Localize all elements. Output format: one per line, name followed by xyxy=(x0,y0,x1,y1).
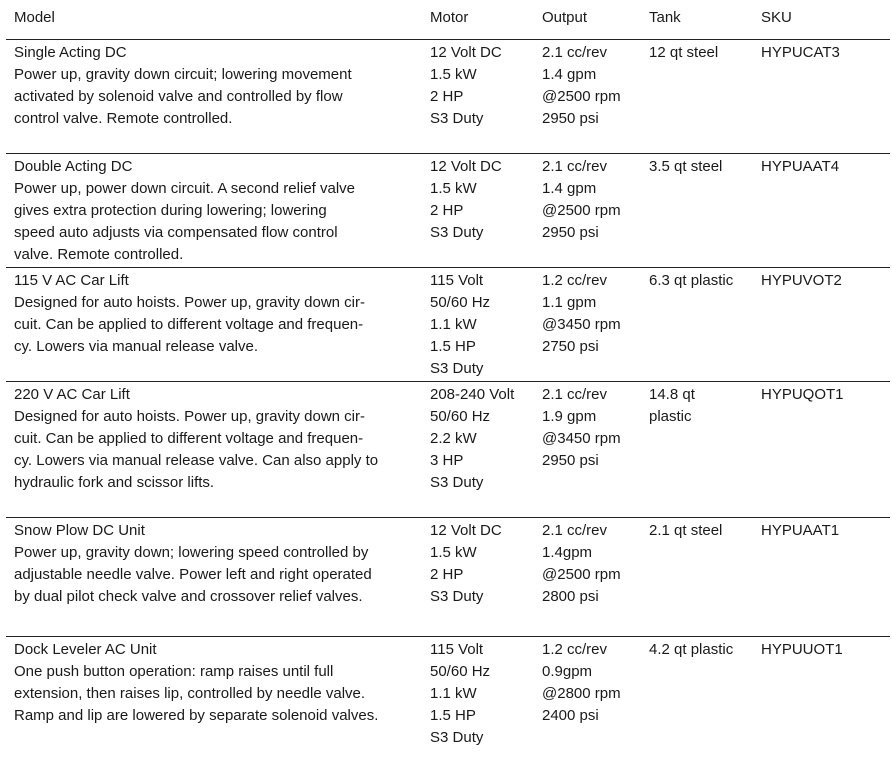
tank-spec: 4.2 qt plastic xyxy=(649,641,734,658)
output-spec: 2800 psi xyxy=(542,588,599,605)
output-spec: @2500 rpm xyxy=(542,88,621,105)
model-description-line: Ramp and lip are lowered by separate solenoid valves. xyxy=(14,707,379,724)
motor-spec: 2.2 kW xyxy=(430,430,477,447)
model-description-line: cuit. Can be applied to different voltage and frequen- xyxy=(14,430,364,447)
motor-spec: 50/60 Hz xyxy=(430,663,491,680)
model-cell xyxy=(14,639,424,727)
tank-spec: 3.5 qt steel xyxy=(649,158,723,175)
table-row xyxy=(6,268,890,382)
tank-spec: 12 qt steel xyxy=(649,44,719,61)
sku-cell: HYPUAAT4 xyxy=(761,158,840,175)
tank-cell xyxy=(649,156,761,178)
table-row xyxy=(6,382,890,518)
model-description-line: valve. Remote controlled. xyxy=(14,246,184,263)
header-output: Output xyxy=(542,9,588,26)
motor-spec: 1.5 HP xyxy=(430,707,476,724)
motor-spec: 1.5 kW xyxy=(430,66,477,83)
motor-spec: 1.1 kW xyxy=(430,685,477,702)
tank-cell xyxy=(649,639,761,661)
header-motor: Motor xyxy=(430,9,469,26)
output-spec: @2500 rpm xyxy=(542,566,621,583)
motor-spec: 208-240 Volt xyxy=(430,386,515,403)
sku-cell: HYPUQOT1 xyxy=(761,386,844,403)
motor-spec: S3 Duty xyxy=(430,474,484,491)
motor-cell xyxy=(430,639,542,749)
motor-spec: 50/60 Hz xyxy=(430,294,491,311)
tank-spec: 2.1 qt steel xyxy=(649,522,723,539)
motor-spec: S3 Duty xyxy=(430,110,484,127)
motor-cell xyxy=(430,42,542,130)
model-cell xyxy=(14,156,424,266)
model-description-line: speed auto adjusts via compensated flow control xyxy=(14,224,338,241)
output-spec: 2400 psi xyxy=(542,707,599,724)
motor-spec: 2 HP xyxy=(430,566,464,583)
tank-cell xyxy=(649,42,761,64)
motor-spec: 1.5 kW xyxy=(430,544,477,561)
table-header-row xyxy=(6,0,890,40)
output-cell xyxy=(542,639,648,727)
motor-spec: 1.5 HP xyxy=(430,338,476,355)
output-spec: 2950 psi xyxy=(542,110,599,127)
motor-cell xyxy=(430,520,542,608)
motor-spec: S3 Duty xyxy=(430,224,484,241)
model-description-line: by dual pilot check valve and crossover relief valves. xyxy=(14,588,363,605)
sku-cell: HYPUAAT1 xyxy=(761,522,840,539)
table-row xyxy=(6,518,890,637)
model-description-line: gives extra protection during lowering; lowering xyxy=(14,202,327,219)
model-name: Single Acting DC xyxy=(14,44,127,61)
motor-spec: 115 Volt xyxy=(430,272,484,289)
sku-cell: HYPUCAT3 xyxy=(761,44,840,61)
tank-spec: 6.3 qt plastic xyxy=(649,272,734,289)
model-description-line: adjustable needle valve. Power left and right operated xyxy=(14,566,372,583)
model-description-line: control valve. Remote controlled. xyxy=(14,110,233,127)
motor-cell xyxy=(430,156,542,244)
output-spec: @3450 rpm xyxy=(542,316,621,333)
output-spec: 1.4gpm xyxy=(542,544,593,561)
model-cell xyxy=(14,42,424,130)
motor-spec: 12 Volt DC xyxy=(430,522,502,539)
model-name: 115 V AC Car Lift xyxy=(14,272,129,289)
motor-spec: S3 Duty xyxy=(430,588,484,605)
model-description-line: Designed for auto hoists. Power up, gravity down cir- xyxy=(14,294,365,311)
output-cell xyxy=(542,42,648,130)
motor-spec: 12 Volt DC xyxy=(430,44,502,61)
model-name: Dock Leveler AC Unit xyxy=(14,641,157,658)
motor-spec: S3 Duty xyxy=(430,360,484,377)
motor-spec: 115 Volt xyxy=(430,641,484,658)
output-cell xyxy=(542,156,648,244)
header-tank: Tank xyxy=(649,9,681,26)
model-name: 220 V AC Car Lift xyxy=(14,386,130,403)
model-description-line: cy. Lowers via manual release valve. Can also apply to xyxy=(14,452,379,469)
output-spec: 2750 psi xyxy=(542,338,599,355)
motor-spec: 1.5 kW xyxy=(430,180,477,197)
sku-cell: HYPUUOT1 xyxy=(761,641,843,658)
output-spec: @2800 rpm xyxy=(542,685,621,702)
model-description-line: cy. Lowers via manual release valve. xyxy=(14,338,258,355)
model-description-line: Power up, gravity down circuit; lowering movement xyxy=(14,66,352,83)
motor-spec: 3 HP xyxy=(430,452,464,469)
output-spec: 1.9 gpm xyxy=(542,408,597,425)
output-spec: 1.4 gpm xyxy=(542,180,597,197)
model-cell xyxy=(14,384,424,494)
output-spec: 1.2 cc/rev xyxy=(542,641,608,658)
model-name: Double Acting DC xyxy=(14,158,133,175)
output-cell xyxy=(542,384,648,472)
motor-spec: 1.1 kW xyxy=(430,316,477,333)
output-cell xyxy=(542,270,648,358)
output-spec: 2.1 cc/rev xyxy=(542,522,608,539)
output-spec: @3450 rpm xyxy=(542,430,621,447)
output-spec: @2500 rpm xyxy=(542,202,621,219)
tank-spec: 14.8 qt xyxy=(649,386,695,403)
model-description-line: hydraulic fork and scissor lifts. xyxy=(14,474,215,491)
output-spec: 2950 psi xyxy=(542,224,599,241)
output-spec: 1.1 gpm xyxy=(542,294,597,311)
motor-spec: S3 Duty xyxy=(430,729,484,746)
tank-cell xyxy=(649,520,761,542)
output-spec: 2.1 cc/rev xyxy=(542,158,608,175)
model-description-line: Power up, power down circuit. A second relief valve xyxy=(14,180,356,197)
output-spec: 2950 psi xyxy=(542,452,599,469)
motor-spec: 12 Volt DC xyxy=(430,158,502,175)
output-cell xyxy=(542,520,648,608)
model-cell xyxy=(14,520,424,608)
motor-cell xyxy=(430,384,542,494)
output-spec: 2.1 cc/rev xyxy=(542,44,608,61)
output-spec: 2.1 cc/rev xyxy=(542,386,608,403)
model-description-line: cuit. Can be applied to different voltage and frequen- xyxy=(14,316,364,333)
motor-cell xyxy=(430,270,542,380)
output-spec: 1.4 gpm xyxy=(542,66,597,83)
product-spec-table xyxy=(6,0,890,755)
model-description-line: One push button operation: ramp raises until full xyxy=(14,663,334,680)
model-description-line: Power up, gravity down; lowering speed controlled by xyxy=(14,544,369,561)
sku-cell: HYPUVOT2 xyxy=(761,272,842,289)
tank-cell xyxy=(649,270,761,292)
output-spec: 0.9gpm xyxy=(542,663,593,680)
motor-spec: 2 HP xyxy=(430,202,464,219)
header-sku: SKU xyxy=(761,9,792,26)
tank-cell xyxy=(649,384,761,428)
table-row xyxy=(6,154,890,268)
motor-spec: 50/60 Hz xyxy=(430,408,491,425)
header-model: Model xyxy=(14,9,55,26)
model-name: Snow Plow DC Unit xyxy=(14,522,145,539)
motor-spec: 2 HP xyxy=(430,88,464,105)
table-row xyxy=(6,637,890,755)
output-spec: 1.2 cc/rev xyxy=(542,272,608,289)
model-description-line: extension, then raises lip, controlled by needle valve. xyxy=(14,685,366,702)
tank-spec: plastic xyxy=(649,408,692,425)
table-row xyxy=(6,40,890,154)
model-cell xyxy=(14,270,424,358)
model-description-line: Designed for auto hoists. Power up, gravity down cir- xyxy=(14,408,365,425)
model-description-line: activated by solenoid valve and controlled by flow xyxy=(14,88,343,105)
